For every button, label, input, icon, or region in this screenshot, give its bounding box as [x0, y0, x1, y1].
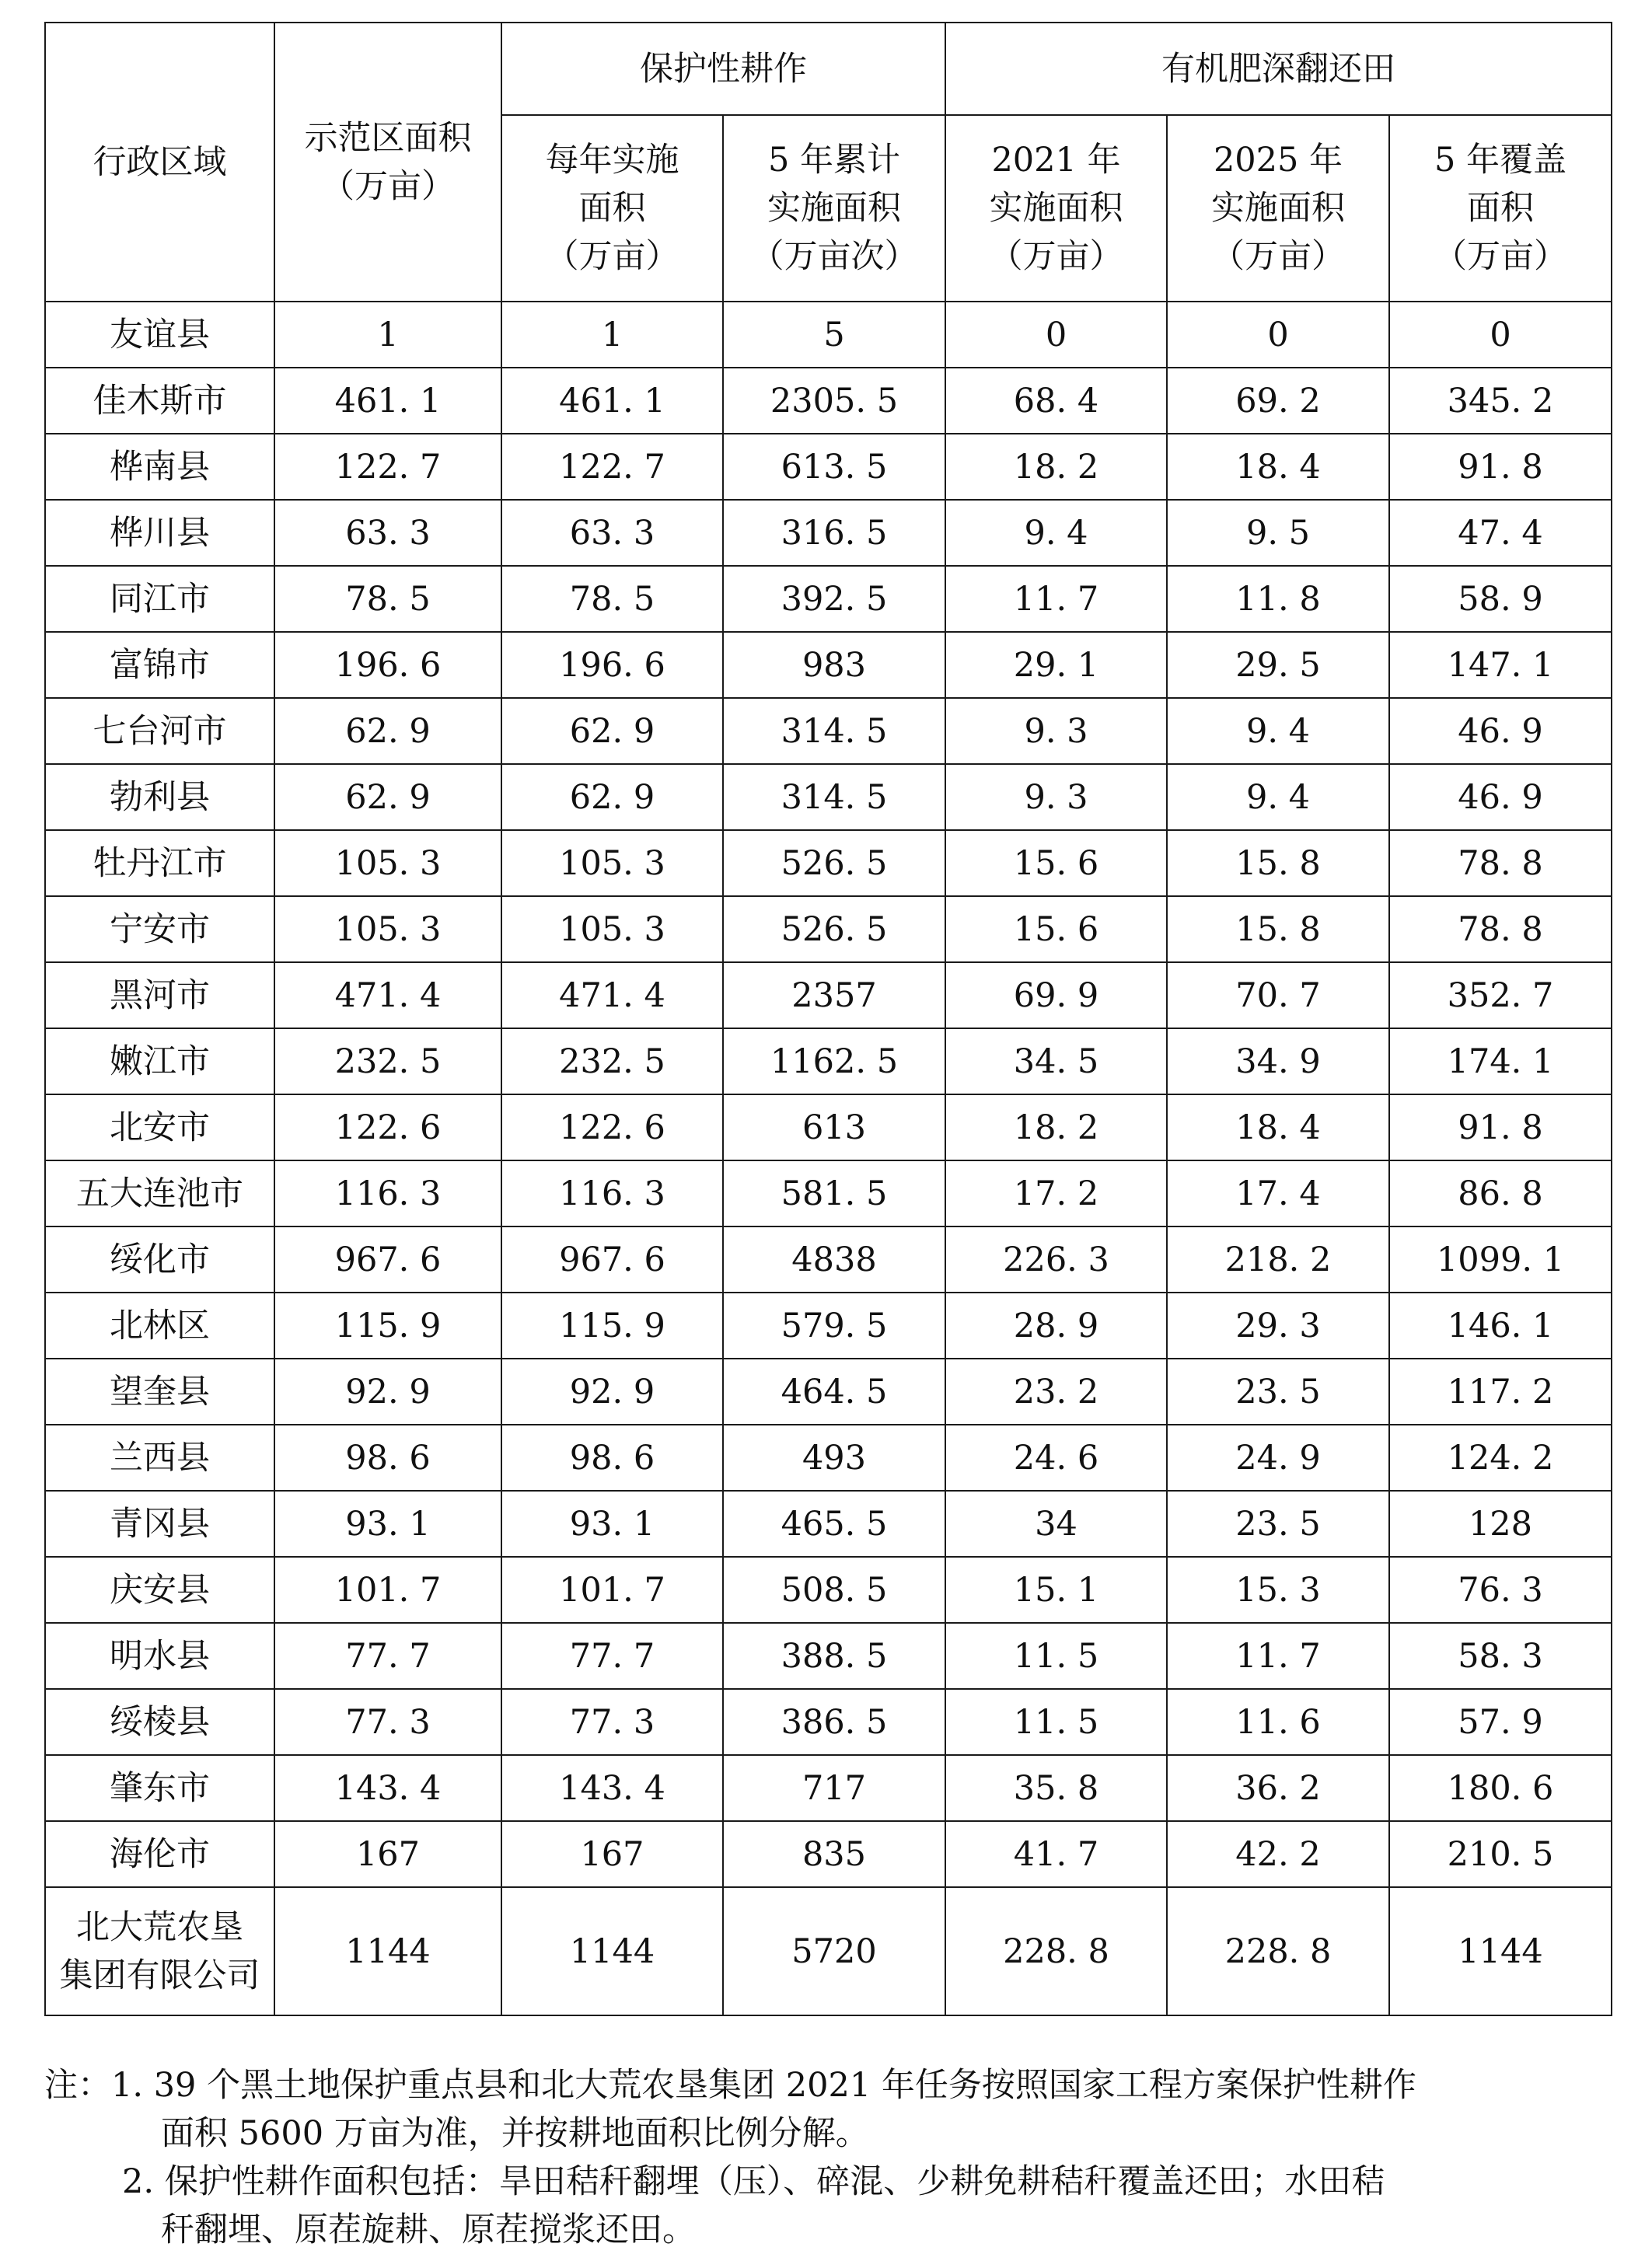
value-cell: 29. 1 [945, 632, 1167, 698]
value-cell: 105. 3 [274, 896, 501, 962]
header-2021-line1: 2021 年 [991, 141, 1121, 180]
value-cell: 174. 1 [1389, 1028, 1612, 1094]
value-cell: 180. 6 [1389, 1755, 1612, 1821]
value-cell: 1144 [1389, 1887, 1612, 2015]
value-cell: 128 [1389, 1491, 1612, 1557]
value-cell: 11. 7 [945, 566, 1167, 632]
value-cell: 23. 5 [1167, 1359, 1389, 1425]
header-group-conservation-tillage: 保护性耕作 [501, 23, 945, 115]
value-cell: 967. 6 [501, 1226, 723, 1293]
value-cell: 15. 6 [945, 830, 1167, 896]
value-cell: 0 [945, 302, 1167, 368]
value-cell: 117. 2 [1389, 1359, 1612, 1425]
value-cell: 9. 4 [1167, 764, 1389, 830]
value-cell: 91. 8 [1389, 1094, 1612, 1160]
value-cell: 58. 9 [1389, 566, 1612, 632]
value-cell: 78. 5 [274, 566, 501, 632]
region-name-cell: 北林区 [45, 1293, 274, 1359]
value-cell: 228. 8 [1167, 1887, 1389, 2015]
header-row-1 [45, 23, 1612, 115]
value-cell: 493 [723, 1425, 945, 1491]
region-name-cell: 黑河市 [45, 962, 274, 1028]
value-cell: 210. 5 [1389, 1821, 1612, 1887]
region-name-line1: 北大荒农垦 [76, 1907, 243, 1947]
value-cell: 70. 7 [1167, 962, 1389, 1028]
value-cell: 29. 3 [1167, 1293, 1389, 1359]
header-coverage-area [1389, 115, 1612, 302]
table-row [45, 1359, 1612, 1425]
header-annual-area [501, 115, 723, 302]
value-cell: 15. 8 [1167, 830, 1389, 896]
value-cell: 345. 2 [1389, 368, 1612, 434]
value-cell: 28. 9 [945, 1293, 1167, 1359]
value-cell: 105. 3 [501, 830, 723, 896]
table-row [45, 1623, 1612, 1689]
value-cell: 465. 5 [723, 1491, 945, 1557]
value-cell: 42. 2 [1167, 1821, 1389, 1887]
value-cell: 526. 5 [723, 896, 945, 962]
header-cumulative-line3: （万亩次） [750, 237, 918, 276]
value-cell: 115. 9 [274, 1293, 501, 1359]
table-row [45, 698, 1612, 764]
value-cell: 78. 8 [1389, 830, 1612, 896]
table-row [45, 764, 1612, 830]
region-name-cell: 望奎县 [45, 1359, 274, 1425]
value-cell: 76. 3 [1389, 1557, 1612, 1623]
value-cell: 9. 3 [945, 764, 1167, 830]
value-cell: 35. 8 [945, 1755, 1167, 1821]
value-cell: 464. 5 [723, 1359, 945, 1425]
value-cell: 91. 8 [1389, 434, 1612, 500]
value-cell: 196. 6 [274, 632, 501, 698]
value-cell: 77. 7 [501, 1623, 723, 1689]
note-1-line-1: 注：1. 39 个黑土地保护重点县和北大荒农垦集团 2021 年任务按照国家工程方案保护性耕作 [44, 2066, 1416, 2105]
value-cell: 98. 6 [274, 1425, 501, 1491]
value-cell: 46. 9 [1389, 764, 1612, 830]
value-cell: 579. 5 [723, 1293, 945, 1359]
value-cell: 461. 1 [274, 368, 501, 434]
value-cell: 122. 6 [274, 1094, 501, 1160]
value-cell: 101. 7 [501, 1557, 723, 1623]
value-cell: 116. 3 [501, 1160, 723, 1226]
region-name-cell: 绥棱县 [45, 1689, 274, 1755]
value-cell: 34. 9 [1167, 1028, 1389, 1094]
table-row-beidahuang [45, 1887, 1612, 2015]
header-coverage-line3: （万亩） [1434, 237, 1567, 276]
region-name-cell: 同江市 [45, 566, 274, 632]
header-annual-line1: 每年实施 [545, 141, 679, 180]
value-cell: 9. 4 [945, 500, 1167, 566]
table-row [45, 896, 1612, 962]
value-cell: 1099. 1 [1389, 1226, 1612, 1293]
value-cell: 143. 4 [501, 1755, 723, 1821]
value-cell: 147. 1 [1389, 632, 1612, 698]
value-cell: 471. 4 [501, 962, 723, 1028]
value-cell: 1 [501, 302, 723, 368]
value-cell: 62. 9 [501, 764, 723, 830]
value-cell: 9. 4 [1167, 698, 1389, 764]
value-cell: 352. 7 [1389, 962, 1612, 1028]
value-cell: 1 [274, 302, 501, 368]
table-row [45, 500, 1612, 566]
value-cell: 47. 4 [1389, 500, 1612, 566]
value-cell: 98. 6 [501, 1425, 723, 1491]
value-cell: 101. 7 [274, 1557, 501, 1623]
value-cell: 86. 8 [1389, 1160, 1612, 1226]
region-name-cell [45, 1887, 274, 2015]
value-cell: 78. 5 [501, 566, 723, 632]
value-cell: 5 [723, 302, 945, 368]
value-cell: 392. 5 [723, 566, 945, 632]
value-cell: 15. 1 [945, 1557, 1167, 1623]
value-cell: 17. 4 [1167, 1160, 1389, 1226]
region-name-cell: 五大连池市 [45, 1160, 274, 1226]
region-name-cell: 北安市 [45, 1094, 274, 1160]
region-name-cell: 宁安市 [45, 896, 274, 962]
value-cell: 58. 3 [1389, 1623, 1612, 1689]
table-row [45, 368, 1612, 434]
header-demo-area-line1: 示范区面积 [304, 118, 472, 158]
value-cell: 11. 5 [945, 1623, 1167, 1689]
header-2021-line3: （万亩） [989, 237, 1123, 276]
value-cell: 226. 3 [945, 1226, 1167, 1293]
table-row [45, 962, 1612, 1028]
table-row [45, 1293, 1612, 1359]
value-cell: 167 [501, 1821, 723, 1887]
table-row [45, 830, 1612, 896]
value-cell: 62. 9 [274, 698, 501, 764]
value-cell: 62. 9 [274, 764, 501, 830]
note-2-line-1: 2. 保护性耕作面积包括：旱田秸秆翻埋（压）、碎混、少耕免耕秸秆覆盖还田；水田秸 [122, 2162, 1385, 2201]
value-cell: 116. 3 [274, 1160, 501, 1226]
value-cell: 314. 5 [723, 698, 945, 764]
value-cell: 11. 6 [1167, 1689, 1389, 1755]
header-coverage-line2: 面积 [1467, 189, 1534, 228]
region-name-cell: 青冈县 [45, 1491, 274, 1557]
table-row [45, 1689, 1612, 1755]
value-cell: 1144 [274, 1887, 501, 2015]
table-row [45, 302, 1612, 368]
region-name-cell: 绥化市 [45, 1226, 274, 1293]
value-cell: 63. 3 [501, 500, 723, 566]
value-cell: 388. 5 [723, 1623, 945, 1689]
value-cell: 386. 5 [723, 1689, 945, 1755]
value-cell: 92. 9 [274, 1359, 501, 1425]
region-name-line2: 集团有限公司 [59, 1956, 260, 1995]
header-cumulative-line1: 5 年累计 [767, 141, 901, 180]
value-cell: 18. 2 [945, 1094, 1167, 1160]
value-cell: 11. 5 [945, 1689, 1167, 1755]
table-row [45, 1094, 1612, 1160]
region-name-cell: 嫩江市 [45, 1028, 274, 1094]
table-row [45, 1821, 1612, 1887]
value-cell: 18. 2 [945, 434, 1167, 500]
header-2021-line2: 实施面积 [989, 189, 1123, 228]
value-cell: 967. 6 [274, 1226, 501, 1293]
value-cell: 23. 5 [1167, 1491, 1389, 1557]
value-cell: 69. 9 [945, 962, 1167, 1028]
note-1-line-2: 面积 5600 万亩为准，并按耕地面积比例分解。 [161, 2114, 869, 2153]
value-cell: 68. 4 [945, 368, 1167, 434]
value-cell: 15. 6 [945, 896, 1167, 962]
region-name-cell: 佳木斯市 [45, 368, 274, 434]
table-row [45, 434, 1612, 500]
table-row [45, 1425, 1612, 1491]
value-cell: 122. 7 [274, 434, 501, 500]
value-cell: 232. 5 [274, 1028, 501, 1094]
value-cell: 11. 8 [1167, 566, 1389, 632]
header-demo-area [274, 23, 501, 302]
value-cell: 36. 2 [1167, 1755, 1389, 1821]
value-cell: 5720 [723, 1887, 945, 2015]
value-cell: 146. 1 [1389, 1293, 1612, 1359]
value-cell: 2357 [723, 962, 945, 1028]
value-cell: 93. 1 [274, 1491, 501, 1557]
header-coverage-line1: 5 年覆盖 [1434, 141, 1567, 180]
header-2025-line2: 实施面积 [1211, 189, 1345, 228]
region-name-cell: 七台河市 [45, 698, 274, 764]
value-cell: 508. 5 [723, 1557, 945, 1623]
data-table [44, 22, 1612, 2016]
note-2-line-2: 秆翻埋、原茬旋耕、原茬搅浆还田。 [161, 2210, 696, 2249]
value-cell: 461. 1 [501, 368, 723, 434]
header-group-organic-manure: 有机肥深翻还田 [945, 23, 1612, 115]
region-name-cell: 牡丹江市 [45, 830, 274, 896]
value-cell: 34. 5 [945, 1028, 1167, 1094]
value-cell: 2305. 5 [723, 368, 945, 434]
region-name-cell: 桦南县 [45, 434, 274, 500]
header-2021-area [945, 115, 1167, 302]
value-cell: 115. 9 [501, 1293, 723, 1359]
value-cell: 24. 6 [945, 1425, 1167, 1491]
value-cell: 196. 6 [501, 632, 723, 698]
value-cell: 77. 7 [274, 1623, 501, 1689]
value-cell: 92. 9 [501, 1359, 723, 1425]
value-cell: 9. 5 [1167, 500, 1389, 566]
value-cell: 124. 2 [1389, 1425, 1612, 1491]
header-2025-line3: （万亩） [1211, 237, 1345, 276]
table-row [45, 632, 1612, 698]
region-name-cell: 勃利县 [45, 764, 274, 830]
header-cumulative-area [723, 115, 945, 302]
value-cell: 0 [1389, 302, 1612, 368]
header-cumulative-line2: 实施面积 [767, 189, 901, 228]
value-cell: 18. 4 [1167, 1094, 1389, 1160]
value-cell: 24. 9 [1167, 1425, 1389, 1491]
value-cell: 143. 4 [274, 1755, 501, 1821]
table-row [45, 1491, 1612, 1557]
value-cell: 62. 9 [501, 698, 723, 764]
value-cell: 11. 7 [1167, 1623, 1389, 1689]
value-cell: 105. 3 [501, 896, 723, 962]
value-cell: 29. 5 [1167, 632, 1389, 698]
footnotes [44, 2061, 1611, 2254]
value-cell: 122. 6 [501, 1094, 723, 1160]
value-cell: 4838 [723, 1226, 945, 1293]
header-2025-line1: 2025 年 [1213, 141, 1343, 180]
value-cell: 717 [723, 1755, 945, 1821]
value-cell: 15. 3 [1167, 1557, 1389, 1623]
value-cell: 23. 2 [945, 1359, 1167, 1425]
value-cell: 613. 5 [723, 434, 945, 500]
region-name-cell: 明水县 [45, 1623, 274, 1689]
value-cell: 78. 8 [1389, 896, 1612, 962]
value-cell: 77. 3 [274, 1689, 501, 1755]
table-row [45, 1557, 1612, 1623]
value-cell: 228. 8 [945, 1887, 1167, 2015]
value-cell: 46. 9 [1389, 698, 1612, 764]
value-cell: 77. 3 [501, 1689, 723, 1755]
value-cell: 15. 8 [1167, 896, 1389, 962]
value-cell: 1162. 5 [723, 1028, 945, 1094]
region-name-cell: 桦川县 [45, 500, 274, 566]
value-cell: 471. 4 [274, 962, 501, 1028]
region-name-cell: 肇东市 [45, 1755, 274, 1821]
value-cell: 63. 3 [274, 500, 501, 566]
value-cell: 835 [723, 1821, 945, 1887]
table-row [45, 566, 1612, 632]
table-row [45, 1028, 1612, 1094]
value-cell: 983 [723, 632, 945, 698]
header-region: 行政区域 [45, 23, 274, 302]
value-cell: 105. 3 [274, 830, 501, 896]
value-cell: 18. 4 [1167, 434, 1389, 500]
value-cell: 1144 [501, 1887, 723, 2015]
region-name-cell: 庆安县 [45, 1557, 274, 1623]
value-cell: 93. 1 [501, 1491, 723, 1557]
region-name-cell: 富锦市 [45, 632, 274, 698]
value-cell: 581. 5 [723, 1160, 945, 1226]
value-cell: 57. 9 [1389, 1689, 1612, 1755]
header-2025-area [1167, 115, 1389, 302]
value-cell: 232. 5 [501, 1028, 723, 1094]
value-cell: 526. 5 [723, 830, 945, 896]
value-cell: 314. 5 [723, 764, 945, 830]
value-cell: 316. 5 [723, 500, 945, 566]
header-annual-line3: （万亩） [545, 237, 679, 276]
table-row [45, 1160, 1612, 1226]
header-annual-line2: 面积 [578, 189, 646, 228]
table-row [45, 1226, 1612, 1293]
header-demo-area-line2: （万亩） [321, 166, 455, 206]
region-name-cell: 友谊县 [45, 302, 274, 368]
value-cell: 9. 3 [945, 698, 1167, 764]
value-cell: 69. 2 [1167, 368, 1389, 434]
value-cell: 34 [945, 1491, 1167, 1557]
table-row [45, 1755, 1612, 1821]
value-cell: 613 [723, 1094, 945, 1160]
value-cell: 0 [1167, 302, 1389, 368]
value-cell: 122. 7 [501, 434, 723, 500]
value-cell: 41. 7 [945, 1821, 1167, 1887]
value-cell: 167 [274, 1821, 501, 1887]
value-cell: 218. 2 [1167, 1226, 1389, 1293]
region-name-cell: 兰西县 [45, 1425, 274, 1491]
region-name-cell: 海伦市 [45, 1821, 274, 1887]
value-cell: 17. 2 [945, 1160, 1167, 1226]
